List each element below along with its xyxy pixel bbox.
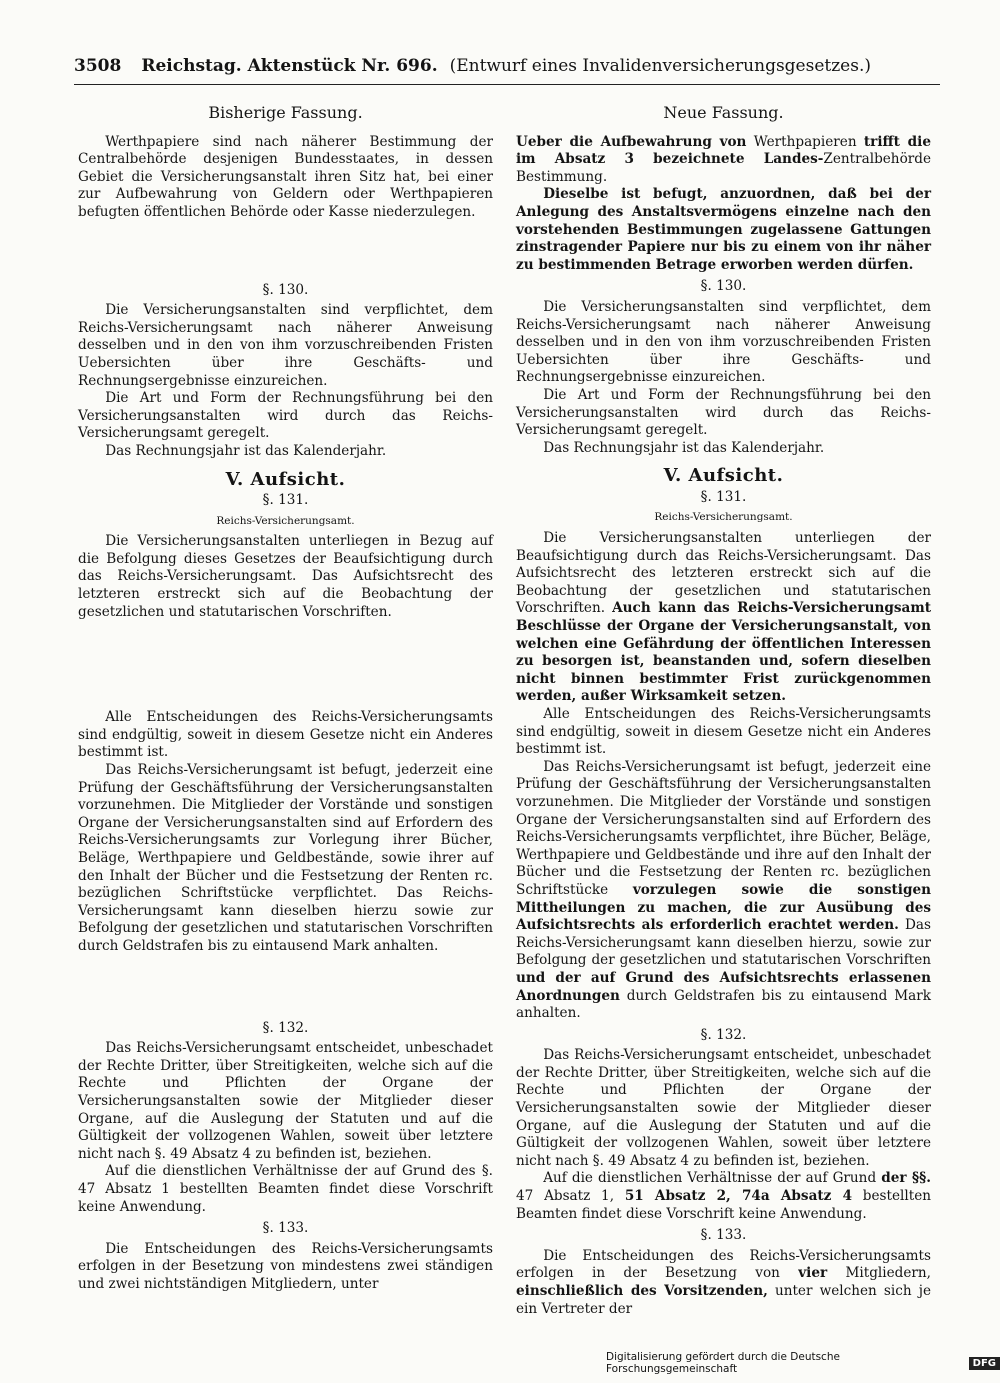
right-section-130: §. 130. <box>700 278 747 295</box>
right-column-heading: Neue Fassung. <box>663 103 784 122</box>
dfg-logo: DFG <box>969 1357 1000 1370</box>
right-s131-p3-d: und der auf Grund des Aufsichtsrechts erlassenen Anordnungen <box>516 969 931 1004</box>
right-chapter-heading: V. Aufsicht. <box>663 465 784 487</box>
left-column-old-version <box>78 96 493 1293</box>
page-number: 3508 <box>74 56 122 76</box>
right-s130-p2: Die Art und Form der Rechnungsführung bei den Versicherungsanstalten wird durch das Reichs-Versicherungsamt geregelt. <box>516 386 931 439</box>
right-s131-p3-e: durch Geldstrafen bis zu eintausend Mark anhalten. <box>516 987 931 1022</box>
header-subtitle: (Entwurf eines Invalidenversicherungsgesetzes.) <box>449 56 872 76</box>
right-s132-p2 <box>516 1170 931 1223</box>
left-section-132: §. 132. <box>262 1019 309 1036</box>
left-s130-p1: Die Versicherungsanstalten sind verpflichtet, dem Reichs-Versicherungsamt nach näherer Anweisung desselben und in den von ihm vorzuschreibenden Fristen Uebersichten über ihre Geschäfts- und Rechnungsergebnisse einzureichen. <box>78 302 493 389</box>
right-s132-p2-a: Auf die dienstlichen Verhältnisse der auf Grund <box>543 1170 882 1187</box>
left-s130-p2: Die Art und Form der Rechnungsführung bei den Versicherungsanstalten wird durch das Reichs-Versicherungsamt geregelt. <box>78 390 493 442</box>
right-s132-p1: Das Reichs-Versicherungsamt entscheidet, unbeschadet der Rechte Dritter, über Streitigkeiten, welche sich auf die Rechte und Pflichten der Organe der Versicherungsanstalten sowie der Mitglieder dieser Organe, auf die Auslegung der Statuten und auf die Gültigkeit der vollzogenen Wahlen, soweit über letztere nicht nach §. 49 Absatz 4 zu befinden ist, beziehen. <box>516 1047 931 1169</box>
right-section-131: §. 131. <box>700 488 747 505</box>
left-s133-p1: Die Entscheidungen des Reichs-Versicherungsamts erfolgen in der Besetzung von mindestens zwei ständigen und zwei nichtständigen Mitgliedern, unter <box>78 1240 493 1292</box>
right-s133-p1-e: unter welchen sich je ein Vertreter der <box>516 1283 931 1317</box>
right-s131-p2: Alle Entscheidungen des Reichs-Versicherungsamts sind endgültig, soweit in diesem Gesetze nicht ein Anderes bestimmt ist. <box>516 706 931 758</box>
left-s131-p2: Alle Entscheidungen des Reichs-Versicherungsamts sind endgültig, soweit in diesem Gesetze nicht ein Anderes bestimmt ist. <box>78 709 493 761</box>
left-s130-p3: Das Rechnungsjahr ist das Kalenderjahr. <box>105 442 387 459</box>
right-s131-p1-b: Auch kann das Reichs-Versicherungsamt Beschlüsse der Organe der Versicherungsanstalt, von welchen eine Gefährdung der öffentlichen Interessen zu besorgen ist, beanstanden und, sofern dieselben nicht binnen bestimmter Frist zurückgenommen werden, außer Wirksamkeit setzen. <box>516 600 931 705</box>
right-s131-p3-c: Das Reichs-Versicherungsamt kann dieselben hierzu, sowie zur Befolgung der gesetzlichen und statutarischen Vorschriften <box>516 917 931 969</box>
left-section-131: §. 131. <box>262 492 309 509</box>
left-section-133: §. 133. <box>262 1220 309 1237</box>
right-s133-p1-d: einschließlich des Vorsitzenden, <box>516 1283 768 1299</box>
right-column-new-version <box>516 96 931 1318</box>
left-s131-subtitle: Reichs-Versicherungsamt. <box>216 514 355 527</box>
header-title: Reichstag. Aktenstück Nr. 696. <box>141 56 438 76</box>
left-s131-p1: Die Versicherungsanstalten unterliegen in Bezug auf die Befolgung dieses Gesetzes der Beaufsichtigung durch das Reichs-Versicherungsamt. Das Aufsichtsrecht des letzteren erstreckt sich auf die Beobachtung der gesetzlichen und statutarischen Vorschriften. <box>78 533 493 620</box>
left-paragraph-werthpapiere: Werthpapiere sind nach näherer Bestimmung der Centralbehörde desjenigen Bundesstaates, in dessen Gebiet die Versicherungsanstalt ihren Sitz hat, bei einer zur Aufbewahrung von Geldern oder Werthpapieren befugten öffentlichen Behörde oder Kasse niederzulegen. <box>78 133 493 220</box>
right-s132-p2-c: 47 Absatz 1, <box>516 1188 625 1205</box>
right-paragraph-anlegung: Dieselbe ist befugt, anzuordnen, daß bei der Anlegung des Anstaltsvermögens einzelne nach den vorstehenden Bestimmungen zugelassene Gattungen zinstragender Papiere nur bis zu einem von ihr näher zu bestimmenden Betrage erworben werden dürfen. <box>516 186 931 273</box>
right-s131-p3-a: Das Reichs-Versicherungsamt ist befugt, jederzeit eine Prüfung der Geschäftsführung der Versicherungsanstalten vorzunehmen. Die Mitglieder der Vorstände und sonstigen Organe der Versicherungsanstalten sind auf Erfordern des Reichs-Versicherungsamts verpflichtet, ihre Bücher, Beläge, Werthpapiere und Geldbestände und ihre auf den Inhalt der Bücher und die Festsetzung der Renten rc. bezüglichen Schriftstücke <box>516 758 931 898</box>
page-header <box>74 56 940 85</box>
right-s133-p1-a: Die Entscheidungen des Reichs-Versicherungsamts erfolgen in der Besetzung von <box>516 1247 931 1282</box>
left-s131-p3: Das Reichs-Versicherungsamt ist befugt, jederzeit eine Prüfung der Geschäftsführung der Versicherungsanstalten vorzunehmen. Die Mitglieder der Vorstände und sonstigen Organe der Versicherungsanstalten sind auf Erfordern des Reichs-Versicherungsamts zur Vorlegung ihrer Bücher, Beläge, Werthpapiere und Geldbestände, sowie ihrer auf den Inhalt der Bücher und die Festsetzung der Renten rc. bezüglichen Schriftstücke verpflichtet. Das Reichs-Versicherungsamt kann dieselben hierzu sowie zur Befolgung der gesetzlichen und statutarischen Vorschriften durch Geldstrafen bis zu eintausend Mark anhalten. <box>78 762 493 954</box>
right-s130-p3: Das Rechnungsjahr ist das Kalenderjahr. <box>543 439 825 456</box>
right-section-133: §. 133. <box>700 1227 747 1244</box>
left-chapter-heading: V. Aufsicht. <box>225 468 346 490</box>
right-s131-p3-b: vorzulegen sowie die sonstigen Mittheilungen zu machen, die zur Ausübung des Aufsichtsrechts als erforderlich erachtet werden. <box>516 881 931 934</box>
right-s131-p1 <box>516 530 931 706</box>
footer-text: Digitalisierung gefördert durch die Deutsche Forschungsgemeinschaft <box>606 1351 840 1375</box>
right-s130-p1: Die Versicherungsanstalten sind verpflichtet, dem Reichs-Versicherungsamt nach näherer Anweisung desselben und in den von ihm vorzuschreibenden Fristen Uebersichten über ihre Geschäfts- und Rechnungsergebnisse einzureichen. <box>516 298 931 386</box>
left-s132-p2: Auf die dienstlichen Verhältnisse der auf Grund des §. 47 Absatz 1 bestellten Beamten findet diese Vorschrift keine Anwendung. <box>78 1163 493 1215</box>
digitization-footer <box>606 1351 1000 1375</box>
right-section-132: §. 132. <box>700 1026 747 1043</box>
right-paragraph-aufbewahrung <box>516 134 931 187</box>
right-p1-bold: Ueber die Aufbewahrung von <box>516 133 747 150</box>
right-s133-p1 <box>516 1248 931 1318</box>
right-s133-p1-b: vier <box>798 1265 828 1282</box>
right-s132-p2-d: 51 Absatz 2, 74a Absatz 4 <box>624 1188 853 1205</box>
right-s132-p2-b: der §§. <box>881 1170 931 1187</box>
left-section-130: §. 130. <box>262 281 309 298</box>
right-s132-p2-e: bestellten Beamten findet diese Vorschrift keine Anwendung. <box>516 1188 931 1222</box>
left-s132-p1: Das Reichs-Versicherungsamt entscheidet, unbeschadet der Rechte Dritter, über Streitigkeiten, welche sich auf die Rechte und Pflichten der Organe der Versicherungsanstalten sowie der Mitglieder dieser Organe, auf die Auslegung der Statuten und auf die Gültigkeit der vollzogenen Wahlen, soweit über letztere nicht nach §. 49 Absatz 4 zu befinden ist, beziehen. <box>78 1040 493 1162</box>
right-s133-p1-c: Mitgliedern, <box>827 1265 931 1282</box>
right-s131-p1-a: Die Versicherungsanstalten unterliegen der Beaufsichtigung durch das Reichs-Versicherungsamt. Das Aufsichtsrecht des letzteren erstreckt sich auf die Beobachtung der gesetzlichen und statutarischen Vorschriften. <box>516 530 931 617</box>
right-p1-mid: Werthpapieren <box>746 133 864 150</box>
right-s131-subtitle: Reichs-Versicherungsamt. <box>654 511 793 524</box>
right-s131-p3 <box>516 759 931 1023</box>
right-p1-bold2: trifft die im Absatz 3 bezeichnete Landes- <box>516 133 931 168</box>
right-p1-end: Zentralbehörde Bestimmung. <box>516 151 931 185</box>
left-column-heading: Bisherige Fassung. <box>208 103 363 122</box>
